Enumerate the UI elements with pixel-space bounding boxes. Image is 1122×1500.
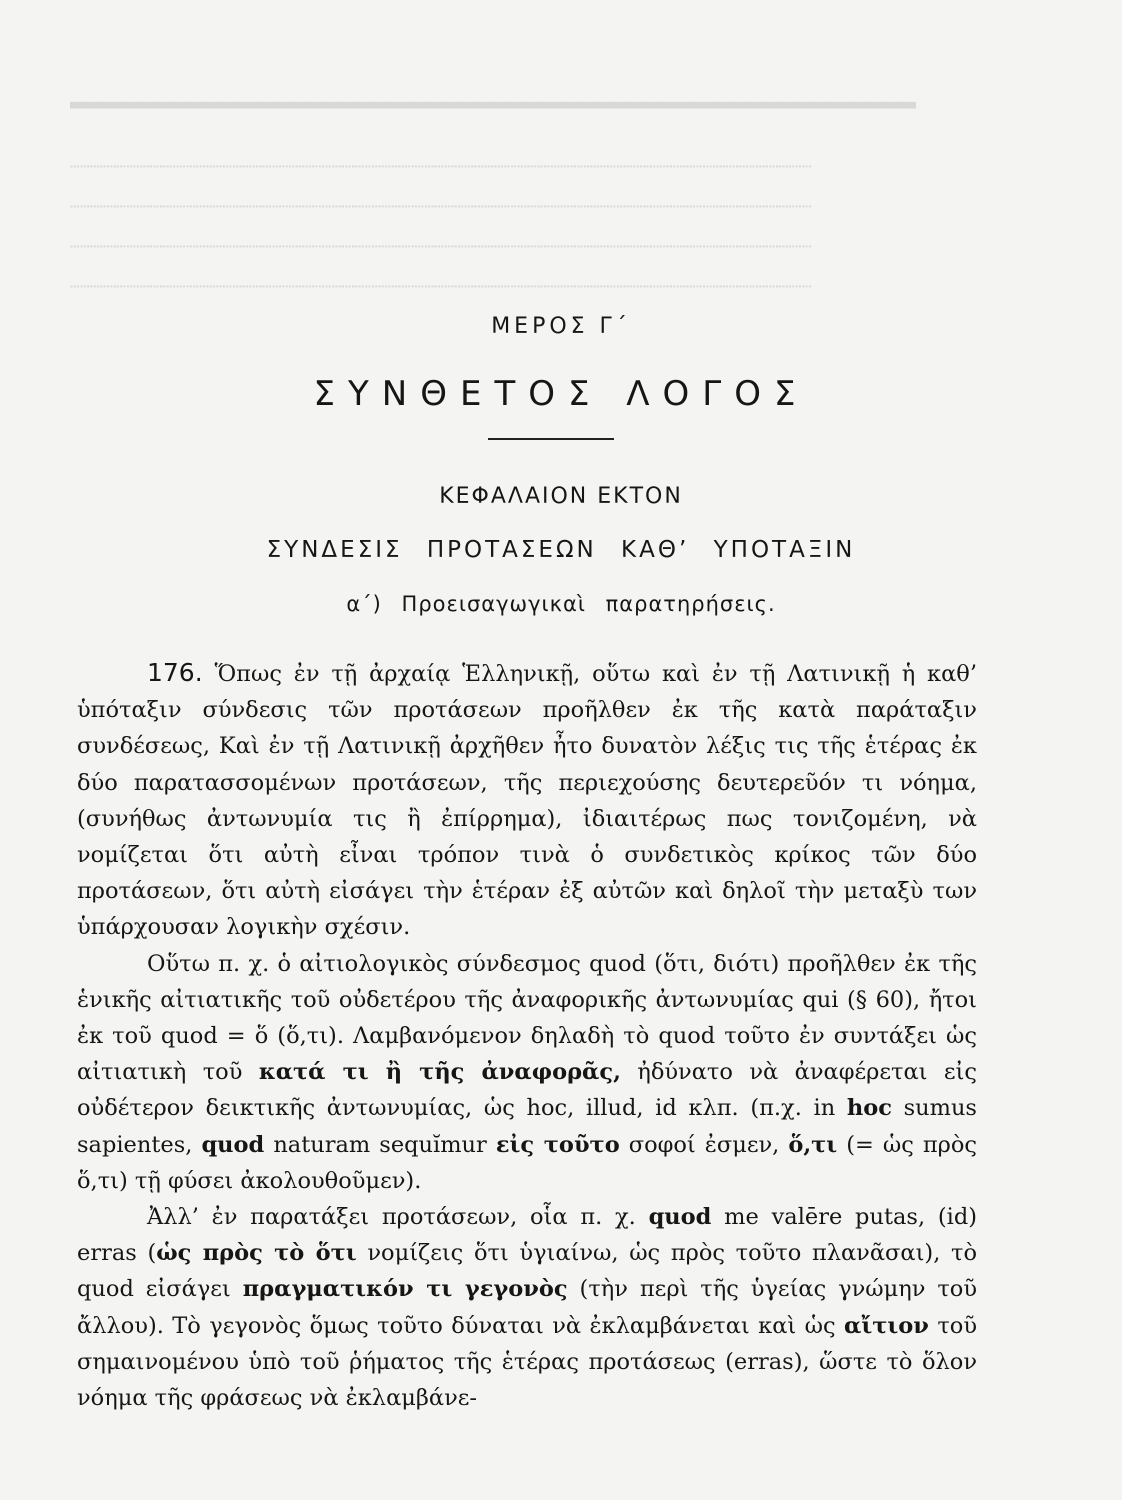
text-run: τοῦ σημαινομένου ὑπὸ τοῦ ῥήματος τῆς ἑτέρας προτάσεως (erras), ὥστε τὸ ὅλον νόημα τῆς φράσεως νὰ ἐκλαμβάνε- [77,1312,978,1412]
paragraph-parataxis [77,1199,977,1416]
bold-run: ὡς πρὸς τὸ ὅτι [156,1240,357,1267]
bold-run: ὅ,τι [788,1131,838,1158]
paragraph-176 [77,655,977,946]
paragraph-quod-example [77,946,977,1199]
body-text [77,655,977,1416]
section-heading: ΣΥΝΔΕΣΙΣ ΠΡΟΤΑΣΕΩΝ ΚΑΘ’ ΥΠΟΤΑΞΙΝ [266,537,856,563]
title-divider [488,438,614,440]
bold-run: κατά τι ἢ τῆς ἀναφορᾶς, [258,1059,621,1086]
bold-run: quod [201,1131,265,1158]
text-run: (= ὡς πρὸς ὅ,τι) τῇ φύσει ἀκολουθοῦμεν). [77,1131,977,1194]
bold-run: πραγματικόν τι γεγονὸς [242,1276,568,1303]
text-run: Οὕτω π. χ. ὁ αἰτιολογικὸς σύνδεσμος quod (ὅτι, διότι) προῆλθεν ἐκ τῆς ἑνικῆς αἰτιατικῆς τοῦ οὐδετέρου τῆς ἀναφορικῆς ἀντωνυμίας qui (§ 60), ἤτοι ἐκ τοῦ quod = ὅ (ὅ,τι). Λαμβανόμενον δηλαδὴ τὸ quod τοῦτο ἐν συντάξει ὡς αἰτιατικὴ τοῦ [77,950,977,1086]
text-run: sumus sapientes, [77,1095,977,1158]
paragraph-text: Ὅπως ἐν τῇ ἀρχαίᾳ Ἑλληνικῇ, οὕτω καὶ ἐν τῇ Λατινικῇ ἡ καθ’ ὑπόταξιν σύνδεσις τῶν προτάσεων προῆλθεν ἐκ τῆς κατὰ παράταξιν συνδέσεως, Καὶ ἐν τῇ Λατινικῇ ἀρχῆθεν ἦτο δυνατὸν λέξις τις τῆς ἑτέρας ἐκ δύο παρατασσομένων προτάσεων, τῆς περιεχούσης δευτερεῦόν τι νόημα, (συνήθως ἀντωνυμία τις ἢ ἐπίρρημα), ἰδιαιτέρως πως τονιζομένη, νὰ νομίζεται ὅτι αὐτὴ εἶναι τρόπον τινὰ ὁ συνδετικὸς κρίκος τῶν δύο προτάσεων, ὅτι αὐτὴ εἰσάγει τὴν ἑτέραν ἐξ αὐτῶν καὶ δηλοῖ τὴν μεταξὺ των ὑπάρχουσαν λογικὴν σχέσιν. [77,661,977,941]
text-run: naturam sequĭmur [264,1131,496,1158]
subsection-heading: α΄) Προεισαγωγικαὶ παρατηρήσεις. [346,592,776,616]
show-through-running-head: ▂▂▂▂▂▂▂▂▂▂▂▂▂▂▂▂▂▂▂▂▂▂▂▂▂▂▂▂▂▂▂▂▂▂▂▂▂▂▂▂▂▂▂▂▂▂▂▂▂▂ [70,84,916,109]
show-through-text: ┈┈┈┈┈┈┈┈┈┈┈┈┈┈┈┈┈┈┈┈┈┈┈┈┈┈┈┈┈┈┈┈┈┈┈┈┈┈┈┈┈┈┈┈┈┈┈┈┈┈┈┈┈┈┈┈ ┈┈┈┈┈┈┈┈┈┈┈┈┈┈┈┈┈┈┈┈┈┈┈┈┈┈┈┈┈┈┈┈┈┈┈┈┈┈┈┈┈┈┈┈┈┈┈┈┈┈┈┈┈┈┈┈ ┈┈┈┈┈┈┈┈┈┈┈┈┈┈┈┈┈┈┈┈┈┈┈┈┈┈┈┈┈┈┈┈┈┈┈┈┈┈┈┈┈┈┈┈┈┈┈┈┈┈┈┈┈┈┈┈ ┈┈┈┈┈┈┈┈┈┈┈┈┈┈┈┈┈┈┈┈┈┈┈┈┈┈┈┈┈┈┈┈┈┈┈┈┈┈┈┈┈┈┈┈┈┈┈┈┈┈┈┈┈┈┈┈ [70,155,812,300]
text-run: σοφοί ἐσμεν, [619,1131,789,1158]
part-title: ΣΥΝΘΕΤΟΣ ΛΟΓΟΣ [313,374,809,414]
text-run: ἠδύνατο νὰ ἀναφέρεται εἰς οὐδέτερον δεικτικῆς ἀντωνυμίας, ὡς hoc, illud, id κλπ. (π.χ. in [77,1059,977,1122]
bold-run: quod [648,1204,712,1231]
text-run: me valēre putas, (id) erras ( [77,1204,978,1267]
chapter-heading: ΚΕΦΑΛΑΙΟΝ ΕΚΤΟΝ [439,484,683,509]
bold-run: hoc [846,1095,892,1122]
bold-run: αἴτιον [844,1312,929,1339]
text-run: Ἀλλ’ ἐν παρατάξει προτάσεων, οἷα π. χ. [147,1204,649,1231]
bold-run: εἰς τοῦτο [495,1131,620,1158]
part-heading: ΜΕΡΟΣ Γ΄ [491,314,631,339]
paragraph-number: 176. [147,658,203,687]
text-run: νομίζεις ὅτι ὑγιαίνω, ὡς πρὸς τοῦτο πλανᾶσαι), τὸ quod εἰσάγει [77,1240,978,1303]
text-run: (τὴν περὶ τῆς ὑγείας γνώμην τοῦ ἄλλου). Τὸ γεγονὸς ὅμως τοῦτο δύναται νὰ ἐκλαμβάνεται καὶ ὡς [77,1276,977,1339]
